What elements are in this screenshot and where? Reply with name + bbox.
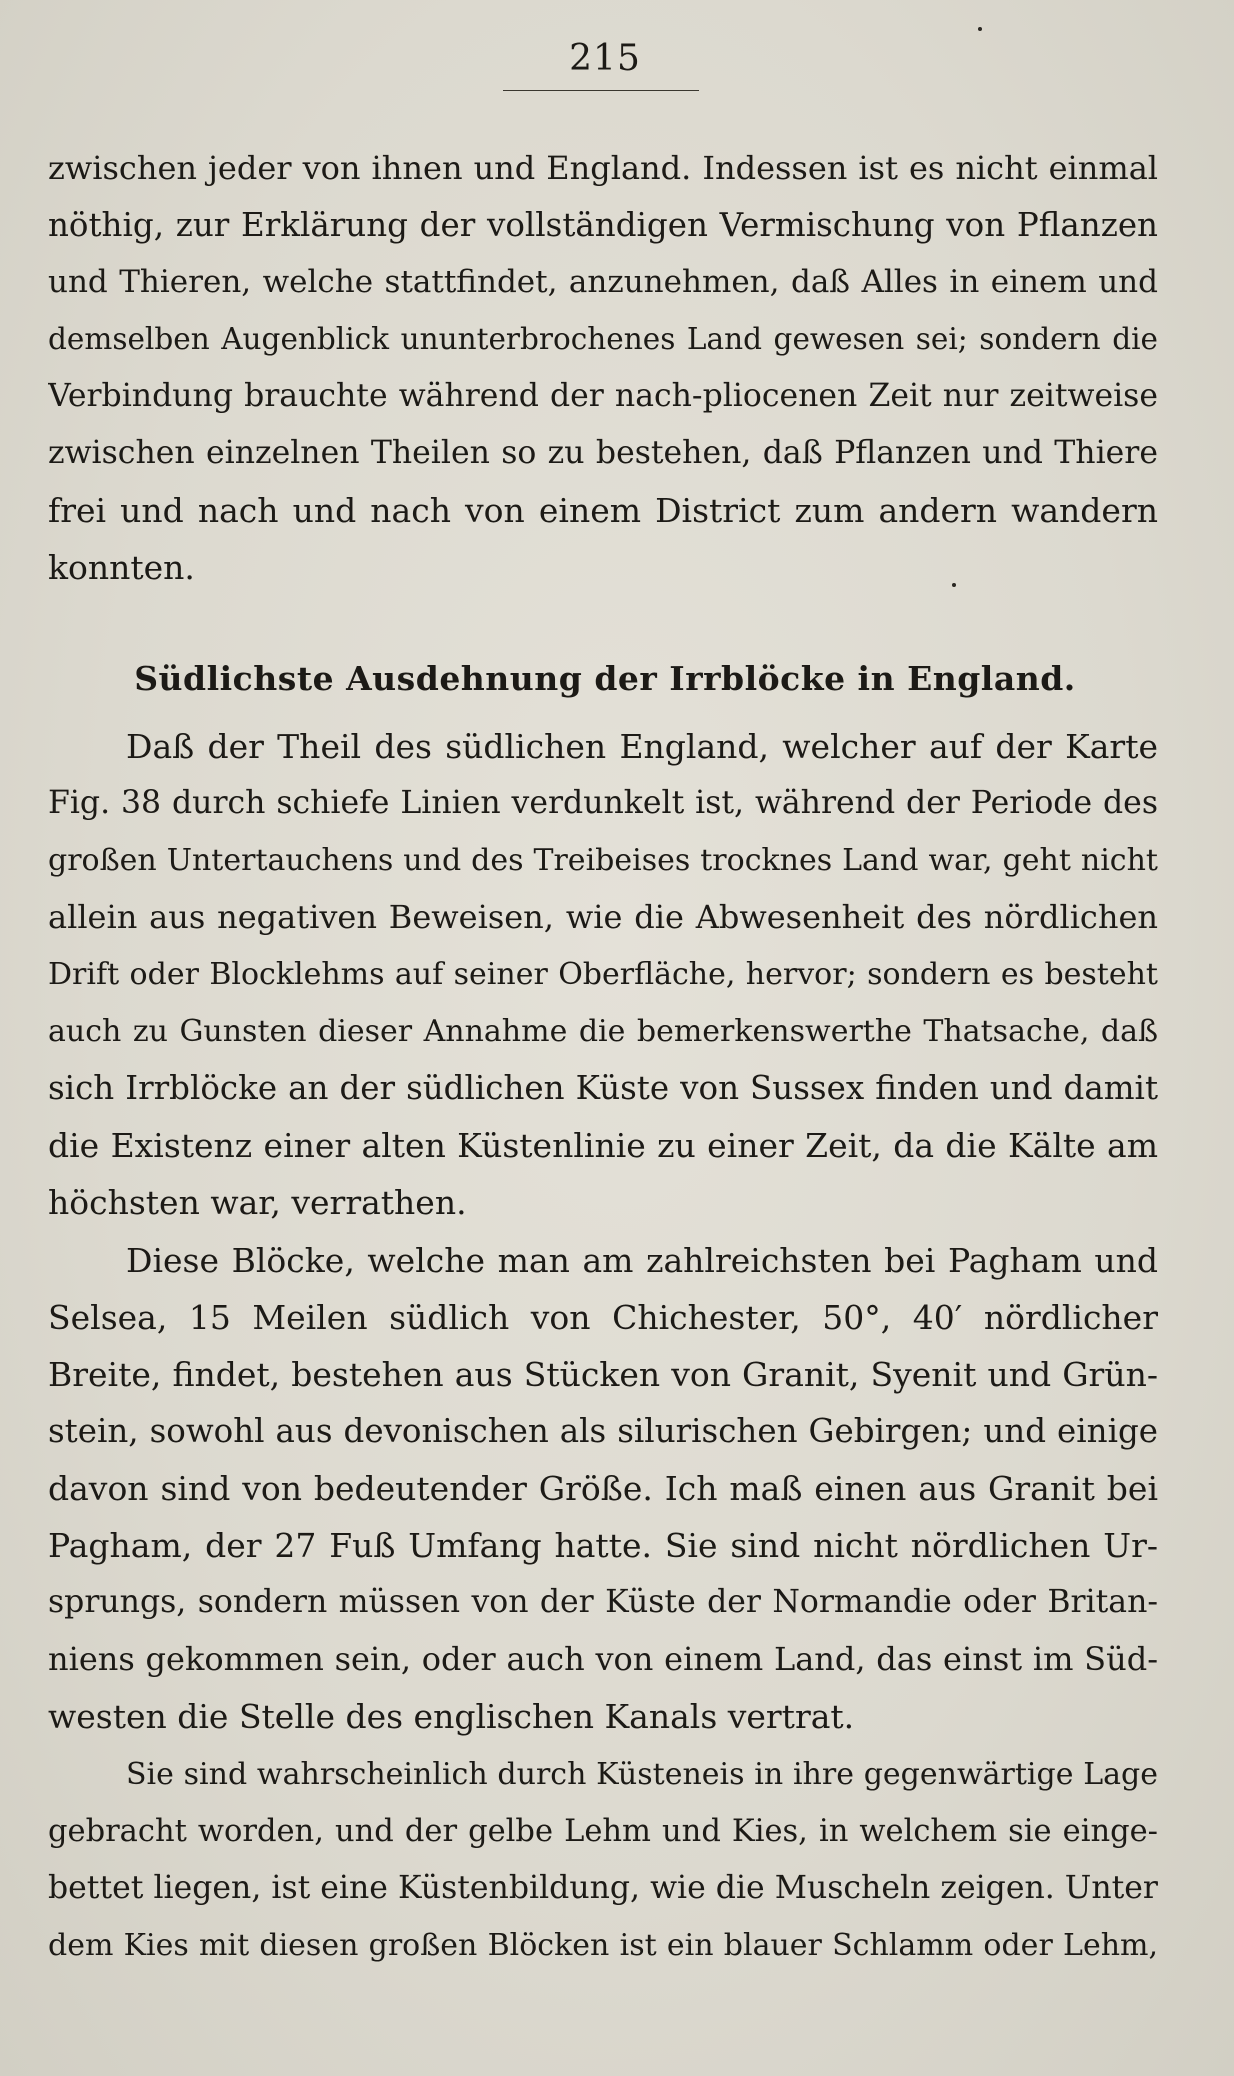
text-line: auch zu Gunsten dieser Annahme die bemerkenswerthe Thatsache, daß <box>48 1014 1158 1049</box>
text-line: davon sind von bedeutender Größe. Ich maß einen aus Granit bei <box>48 1469 1158 1508</box>
text-line: stein, sowohl aus devonischen als silurischen Gebirgen; und einige <box>48 1412 1158 1450</box>
text-line: nöthig, zur Erklärung der vollständigen Vermischung von Pflanzen <box>48 206 1158 244</box>
text-line: frei und nach und nach von einem District zum andern wandern <box>48 491 1158 530</box>
text-line: großen Untertauchens und des Treibeises trocknes Land war, geht nicht <box>48 843 1158 878</box>
text-line: konnten. <box>48 548 195 587</box>
text-line: allein aus negativen Beweisen, wie die Abwesenheit des nördlichen <box>48 898 1158 936</box>
text-line: Selsea, 15 Meilen südlich von Chichester, 50°, 40′ nördlicher <box>48 1298 1158 1337</box>
text-line: demselben Augenblick ununterbrochenes Land gewesen sei; sondern die <box>48 322 1158 356</box>
section-heading: Südlichste Ausdehnung der Irrblöcke in England. <box>134 659 1076 698</box>
text-line: zwischen jeder von ihnen und England. Indessen ist es nicht einmal <box>48 149 1158 187</box>
text-line: Verbindung brauchte während der nach-pliocenen Zeit nur zeitweise <box>48 378 1158 414</box>
paragraph-2 <box>48 1232 1158 1745</box>
text-line: gebracht worden, und der gelbe Lehm und Kies, in welchem sie einge- <box>48 1814 1158 1849</box>
text-line: dem Kies mit diesen großen Blöcken ist ein blauer Schlamm oder Lehm, <box>48 1928 1158 1963</box>
paragraph-continuation <box>48 140 1158 596</box>
text-line: zwischen einzelnen Theilen so zu bestehen, daß Pflanzen und Thiere <box>48 435 1158 471</box>
text-line: sich Irrblöcke an der südlichen Küste von Sussex finden und damit <box>48 1069 1158 1107</box>
text-line: Pagham, der 27 Fuß Umfang hatte. Sie sind nicht nördlichen Ur- <box>48 1526 1158 1565</box>
paragraph-1 <box>48 718 1158 1231</box>
text-line: höchsten war, verrathen. <box>48 1183 467 1222</box>
text-line: westen die Stelle des englischen Kanals vertrat. <box>48 1697 855 1736</box>
ink-speck <box>952 583 956 587</box>
text-line: Fig. 38 durch schiefe Linien verdunkelt ist, während der Periode des <box>48 785 1158 821</box>
text-line: Sie sind wahrscheinlich durch Küsteneis in ihre gegenwärtige Lage <box>126 1757 1158 1792</box>
text-line: Drift oder Blocklehms auf seiner Oberfläche, hervor; sondern es besteht <box>48 957 1158 992</box>
text-line: Breite, findet, bestehen aus Stücken von Granit, Syenit und Grün- <box>48 1355 1158 1394</box>
ink-speck <box>978 27 982 31</box>
text-line: Diese Blöcke, welche man am zahlreichsten bei Pagham und <box>126 1241 1158 1280</box>
text-line: bettet liegen, ist eine Küstenbildung, wie die Muscheln zeigen. Unter <box>48 1870 1158 1906</box>
page-number: 215 <box>569 38 641 79</box>
text-line: die Existenz einer alten Küstenlinie zu einer Zeit, da die Kälte am <box>48 1126 1158 1165</box>
text-line: und Thieren, welche stattfindet, anzunehmen, daß Alles in einem und <box>48 264 1158 300</box>
header-rule <box>503 90 699 91</box>
text-line: niens gekommen sein, oder auch von einem Land, das einst im Süd- <box>48 1640 1158 1678</box>
paragraph-3 <box>48 1746 1158 1974</box>
text-line: sprungs, sondern müssen von der Küste der Normandie oder Britan- <box>48 1584 1158 1620</box>
text-line: Daß der Theil des südlichen England, welcher auf der Karte <box>126 727 1158 766</box>
